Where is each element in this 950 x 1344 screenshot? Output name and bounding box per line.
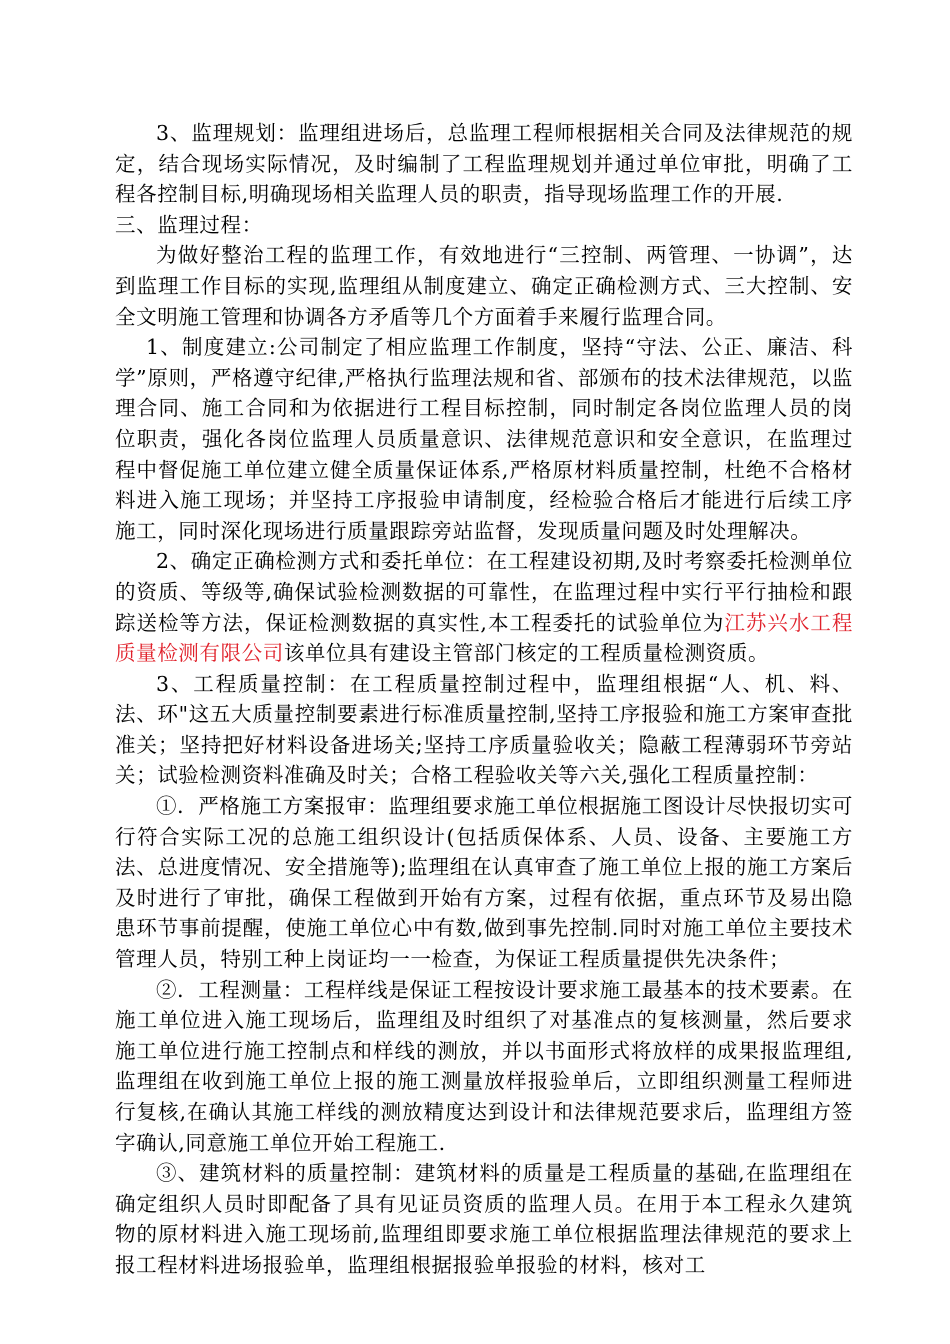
paragraph-system-establishment: 1、制度建立:公司制定了相应监理工作制度，坚持“守法、公正、廉洁、科学”原则，严格遵守纪律,严格执行监理法规和省、部颁布的技术法律规范，以监理合同、施工合同和为依据进行工程目标控制，同时制定各岗位监理人员的岗位职责，强化各岗位监理人员质量意识、法律规范意识和安全意识，在监理过程中督促施工单位建立健全质量保证体系,严格原材料质量控制，杜绝不合格材料进入施工现场；并坚持工序报验申请制度，经检验合格后才能进行后续工序施工，同时深化现场进行质量跟踪旁站监督，发现质量问题及时处理解决。	[115, 335, 853, 543]
testing-company-name: 江苏兴水工程质量检测有限公司	[115, 610, 853, 666]
section-heading-supervision-process: 三、监理过程：	[115, 212, 263, 237]
document-page	[115, 118, 853, 1281]
paragraph-supervision-plan: 3、监理规划：监理组进场后，总监理工程师根据相关合同及法律规范的规定，结合现场实际情况，及时编制了工程监理规划并通过单位审批，明确了工程各控制目标,明确现场相关监理人员的职责，指导现场监理工作的开展.	[115, 121, 853, 207]
testing-text-after: 该单位具有建设主管部门核定的工程质量检测资质。	[283, 641, 770, 666]
testing-text-before: 2、确定正确检测方式和委托单位：在工程建设初期,及时考察委托检测单位的资质、等级等,确保试验检测数据的可靠性，在监理过程中实行平行抽检和跟踪送检等方法，保证检测数据的真实性,本工程委托的试验单位为	[115, 549, 853, 635]
paragraph-material-quality-control: ③、建筑材料的质量控制：建筑材料的质量是工程质量的基础,在监理组在确定组织人员时即配备了具有见证员资质的监理人员。在用于本工程永久建筑物的原材料进入施工现场前,监理组即要求施工单位根据监理法律规范的要求上报工程材料进场报验单，监理组根据报验单报验的材料，核对工	[115, 1161, 853, 1277]
paragraph-testing-methods	[115, 546, 853, 668]
paragraph-construction-plan-review: ①．严格施工方案报审：监理组要求施工单位根据施工图设计尽快报切实可行符合实际工况的总施工组织设计(包括质保体系、人员、设备、主要施工方法、总进度情况、安全措施等);监理组在认真审查了施工单位上报的施工方案后及时进行了审批，确保工程做到开始有方案，过程有依据，重点环节及易出隐患环节事前提醒，使施工单位心中有数,做到事先控制.同时对施工单位主要技术管理人员，特别工种上岗证均一一检查，为保证工程质量提供先决条件；	[115, 794, 853, 972]
paragraph-quality-control: 3、工程质量控制：在工程质量控制过程中，监理组根据“人、机、料、法、环"这五大质量控制要素进行标准质量控制,坚持工序报验和施工方案审查批准关；坚持把好材料设备进场关;坚持工序质量验收关；隐蔽工程薄弱环节旁站关；试验检测资料准确及时关；合格工程验收关等六关,强化工程质量控制：	[115, 671, 853, 788]
paragraph-engineering-survey: ②．工程测量：工程样线是保证工程按设计要求施工最基本的技术要素。在施工单位进入施工现场后，监理组及时组织了对基准点的复核测量，然后要求施工单位进行施工控制点和样线的测放，并以书面形式将放样的成果报监理组,监理组在收到施工单位上报的施工测量放样报验单后，立即组织测量工程师进行复核,在确认其施工样线的测放精度达到设计和法律规范要求后，监理组方签字确认,同意施工单位开始工程施工.	[115, 977, 853, 1155]
paragraph-process-intro: 为做好整治工程的监理工作，有效地进行“三控制、两管理、一协调”，达到监理工作目标的实现,监理组从制度建立、确定正确检测方式、三大控制、安全文明施工管理和协调各方矛盾等几个方面着手来履行监理合同。	[115, 243, 853, 329]
